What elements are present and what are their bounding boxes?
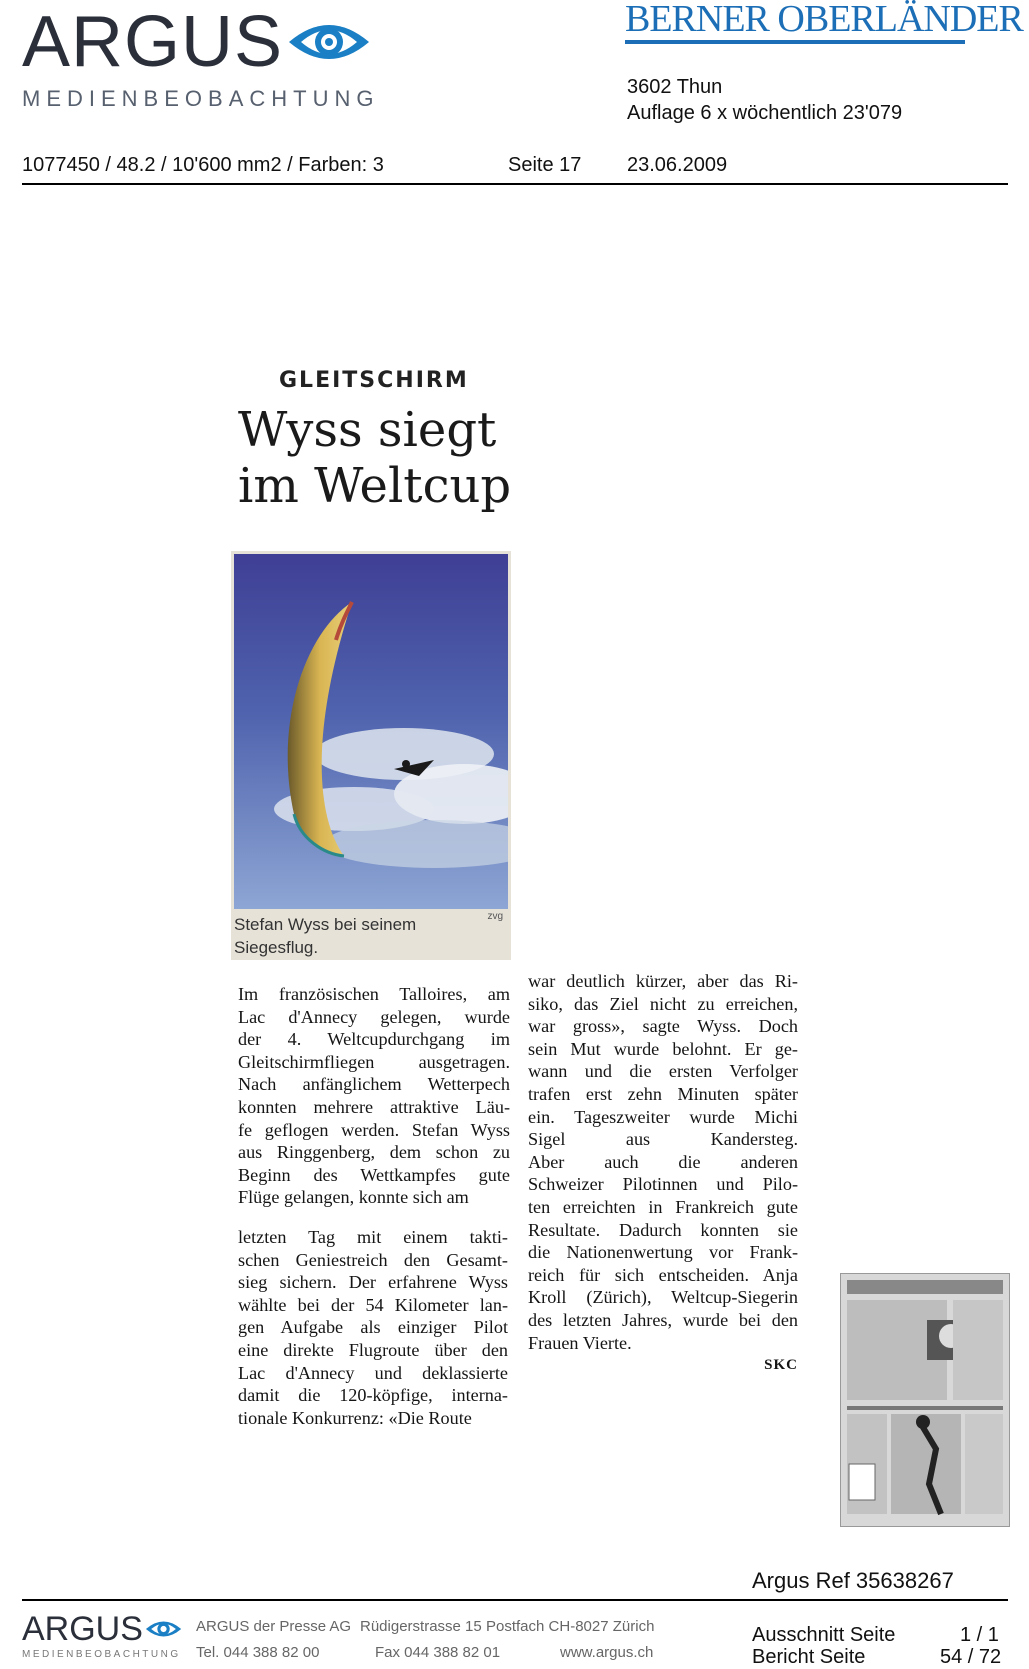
photo-caption — [234, 913, 464, 959]
ausschnitt-value: 1 / 1 — [960, 1624, 999, 1646]
article-column-1a — [238, 983, 510, 1209]
article-text-line: gen Aufgabe als einziger Pilot — [238, 1317, 508, 1338]
article-signature: SKC — [764, 1357, 798, 1374]
publication-logo-underline — [625, 40, 965, 44]
footer-company: ARGUS der Presse AG — [196, 1618, 352, 1635]
bericht-label: Bericht Seite — [752, 1646, 866, 1668]
publication-date: 23.06.2009 — [627, 154, 728, 176]
article-text-line: die Nationenwertung vor Frank- — [528, 1242, 798, 1263]
article-text-line: ein. Tageszweiter wurde Michi — [528, 1106, 798, 1127]
headline-line-1: Wyss siegt — [238, 402, 497, 458]
article-text-line: sein Mut wurde belohnt. Er ge- — [528, 1038, 798, 1059]
article-headline — [238, 402, 538, 514]
article-text-line: eine direkte Flugroute über den — [238, 1339, 508, 1360]
article-text-line: Gleitschirmfliegen ausgetragen. — [238, 1051, 510, 1072]
article-text-line: Kroll (Zürich), Weltcup-Siegerin — [528, 1287, 798, 1308]
photo-caption-line-2: Siegesflug. — [234, 938, 319, 957]
article-column-1b — [238, 1226, 508, 1429]
argus-logo — [22, 2, 382, 116]
footer-street: Rüdigerstrasse 15 — [360, 1618, 482, 1635]
article-text-line: Flüge gelangen, konnte sich am — [238, 1187, 469, 1208]
argus-wordmark: ARGUS — [22, 2, 284, 82]
footer-tel: Tel. 044 388 82 00 — [196, 1644, 320, 1661]
footer-argus-logo — [22, 1612, 182, 1662]
article-text-line: Beginn des Wettkampfes gute — [238, 1164, 510, 1185]
article-text-line: fe geflogen werden. Stefan Wyss — [238, 1119, 510, 1140]
ausschnitt-label: Ausschnitt Seite — [752, 1624, 896, 1646]
article-text-line: trafen erst zehn Minuten später — [528, 1083, 798, 1104]
bericht-value: 54 / 72 — [940, 1646, 1002, 1668]
argus-eye-logo-icon — [287, 12, 371, 72]
article-kicker: GLEITSCHIRM — [279, 368, 469, 393]
footer-postbox: Postfach CH-8027 Zürich — [486, 1618, 655, 1635]
article-text-line: ten erreichten in Frankreich gute — [528, 1196, 798, 1217]
article-text-line: Sigel aus Kandersteg. — [528, 1129, 798, 1150]
article-text-line: Im französischen Talloires, am — [238, 984, 510, 1004]
publication-logo — [625, 0, 1023, 50]
article-text-line: Schweizer Pilotinnen und Pilo- — [528, 1174, 798, 1195]
page-thumbnail — [840, 1273, 1010, 1527]
article-text-line: konnten mehrere attraktive Läu- — [238, 1096, 510, 1117]
article-text-line: war deutlich kürzer, aber das Ri- — [528, 971, 798, 991]
footer-fax: Fax 044 388 82 01 — [375, 1644, 501, 1661]
footer-argus-wordmark: ARGUS — [22, 1610, 143, 1648]
argus-reference: Argus Ref 35638267 — [752, 1568, 954, 1593]
circulation: Auflage 6 x wöchentlich 23'079 — [627, 102, 903, 124]
article-text-line: sieg sichern. Der erfahrene Wyss — [238, 1272, 508, 1293]
article-text-line: Frauen Vierte. — [528, 1332, 632, 1353]
footer-web: www.argus.ch — [560, 1644, 654, 1661]
page-number: Seite 17 — [508, 154, 582, 176]
location: 3602 Thun — [627, 76, 723, 98]
article-text-line: schen Geniestreich den Gesamt- — [238, 1249, 508, 1270]
article-text-line: Nach anfänglichem Wetterpech — [238, 1074, 510, 1095]
article-column-2 — [528, 970, 798, 1377]
footer-argus-eye-logo-icon — [145, 1614, 182, 1644]
article-text-line: tionale Konkurrenz: «Die Route — [238, 1407, 472, 1428]
photo-credit: zvg — [487, 911, 503, 922]
article-photo-frame — [231, 551, 511, 960]
article-text-line: wählte bei der 54 Kilometer lan- — [238, 1294, 508, 1315]
article-text-line: war gross», sagte Wyss. Doch — [528, 1016, 798, 1037]
publication-logo-text: BERNER OBERLÄNDER — [625, 0, 1023, 40]
footer-argus-subline: MEDIENBEOBACHTUNG — [22, 1649, 181, 1660]
argus-subline: MEDIENBEOBACHTUNG — [22, 86, 380, 111]
article-text-line: letzten Tag mit einem takti- — [238, 1227, 508, 1247]
article-text-line: der 4. Weltcupdurchgang im — [238, 1029, 510, 1050]
article-text-line: Lac d'Annecy gelegen, wurde — [238, 1006, 510, 1027]
article-text-line: reich für sich entscheiden. Anja — [528, 1264, 798, 1285]
photo-caption-line-1: Stefan Wyss bei seinem — [234, 915, 417, 934]
footer-divider — [22, 1599, 1008, 1601]
headline-line-2: im Weltcup — [238, 458, 512, 514]
article-text-line: wann und die ersten Verfolger — [528, 1061, 798, 1082]
article-column-2-text — [528, 970, 798, 1354]
article-text-line: Lac d'Annecy und deklassierte — [238, 1362, 508, 1383]
article-text-line: Resultate. Dadurch konnten sie — [528, 1219, 798, 1240]
header-divider — [22, 183, 1008, 185]
clip-info: 1077450 / 48.2 / 10'600 mm2 / Farben: 3 — [22, 154, 384, 176]
article-text-line: damit die 120-köpfige, interna- — [238, 1385, 508, 1406]
paraglider-photo — [234, 554, 508, 909]
article-text-line: siko, das Ziel nicht zu erreichen, — [528, 993, 798, 1014]
article-text-line: aus Ringgenberg, dem schon zu — [238, 1142, 510, 1163]
article-text-line: des letzten Jahres, wurde bei den — [528, 1309, 798, 1330]
page-thumbnail-graphic — [841, 1274, 1009, 1526]
article-text-line: Aber auch die anderen — [528, 1151, 798, 1172]
